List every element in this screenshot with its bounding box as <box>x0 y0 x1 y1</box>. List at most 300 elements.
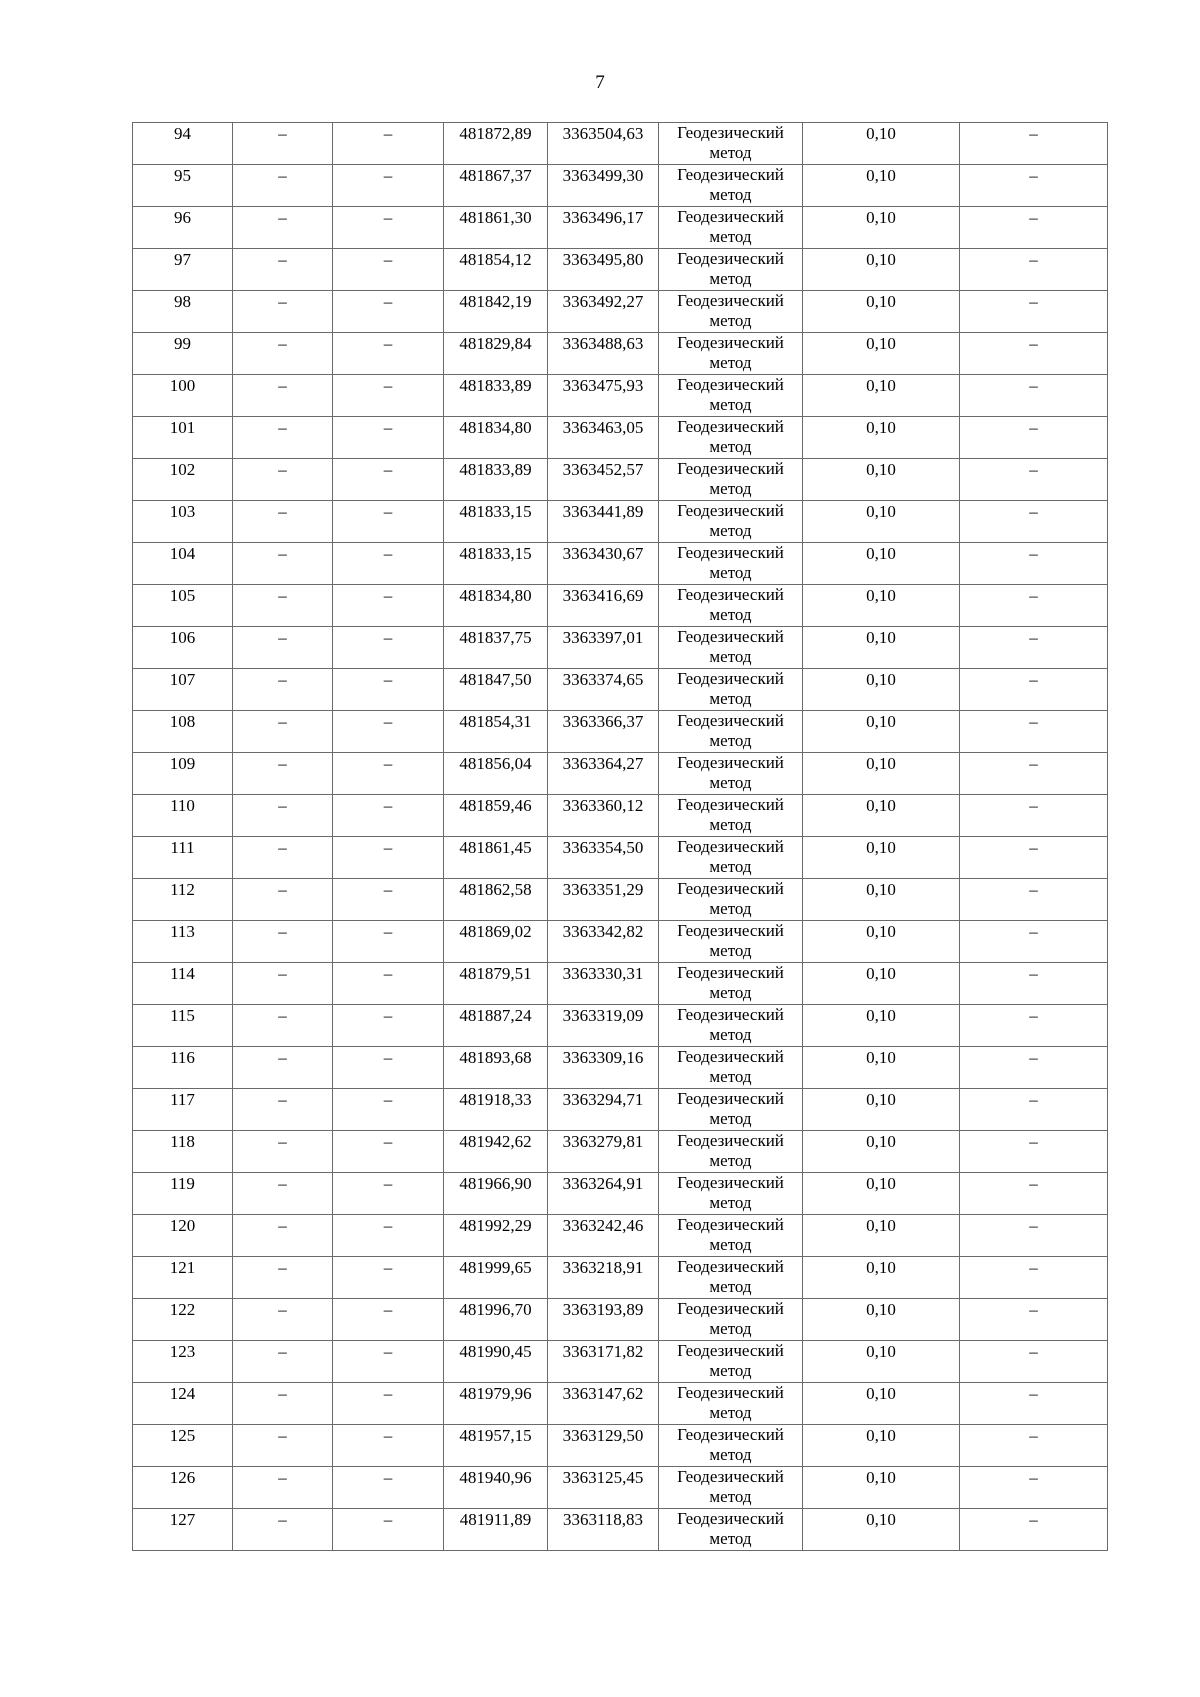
column-3-cell <box>333 1005 444 1047</box>
y-coordinate-text: 3363499,30 <box>562 166 644 185</box>
method-line-1: Геодезический <box>677 669 784 688</box>
accuracy-cell <box>803 669 960 711</box>
column-3-cell <box>333 795 444 837</box>
method-line-2: метод <box>709 1529 752 1548</box>
accuracy-text: 0,10 <box>866 1468 896 1487</box>
accuracy-cell <box>803 1173 960 1215</box>
column-2-cell <box>233 1341 333 1383</box>
point-number-text: 107 <box>169 670 196 689</box>
point-number-text: 124 <box>169 1384 196 1403</box>
table-row <box>133 291 1108 333</box>
x-coordinate-text: 481861,45 <box>459 838 532 857</box>
column-3-text: – <box>383 1510 393 1529</box>
accuracy-text: 0,10 <box>866 922 896 941</box>
method-line-2: метод <box>709 437 752 456</box>
point-number-text: 112 <box>170 880 195 899</box>
column-3-text: – <box>383 1426 393 1445</box>
column-3-cell <box>333 333 444 375</box>
y-coordinate-cell <box>548 375 659 417</box>
column-3-text: – <box>383 586 393 605</box>
method-line-2: метод <box>709 1487 752 1506</box>
table-row <box>133 249 1108 291</box>
point-number-text: 95 <box>174 166 191 185</box>
column-8-cell <box>960 585 1108 627</box>
column-3-cell <box>333 1383 444 1425</box>
table-row <box>133 1131 1108 1173</box>
table-row <box>133 375 1108 417</box>
column-8-text: – <box>1029 376 1038 395</box>
point-number-text: 123 <box>169 1342 196 1361</box>
method-line-1: Геодезический <box>677 1257 784 1276</box>
method-line-2: метод <box>709 983 752 1002</box>
column-2-cell <box>233 375 333 417</box>
column-8-cell <box>960 1341 1108 1383</box>
column-8-cell <box>960 1299 1108 1341</box>
method-cell <box>659 459 803 501</box>
column-2-cell <box>233 417 333 459</box>
y-coordinate-text: 3363364,27 <box>562 754 644 773</box>
method-cell <box>659 1467 803 1509</box>
column-8-cell <box>960 669 1108 711</box>
column-3-text: – <box>383 544 393 563</box>
column-8-cell <box>960 1383 1108 1425</box>
x-coordinate-text: 481872,89 <box>459 124 532 143</box>
column-2-cell <box>233 669 333 711</box>
y-coordinate-cell <box>548 837 659 879</box>
method-cell <box>659 1131 803 1173</box>
x-coordinate-text: 481829,84 <box>459 334 532 353</box>
column-2-cell <box>233 753 333 795</box>
column-8-cell <box>960 459 1108 501</box>
table-row <box>133 333 1108 375</box>
point-number-text: 100 <box>169 376 196 395</box>
column-3-cell <box>333 1509 444 1551</box>
column-2-text: – <box>278 838 287 857</box>
y-coordinate-text: 3363279,81 <box>562 1132 644 1151</box>
y-coordinate-cell <box>548 1173 659 1215</box>
accuracy-text: 0,10 <box>866 754 896 773</box>
coordinates-table-body <box>133 123 1108 1551</box>
method-line-2: метод <box>709 479 752 498</box>
column-3-cell <box>333 459 444 501</box>
column-8-text: – <box>1029 1300 1038 1319</box>
column-3-text: – <box>383 1090 393 1109</box>
table-row <box>133 1383 1108 1425</box>
accuracy-cell <box>803 375 960 417</box>
x-coordinate-cell <box>444 333 548 375</box>
method-line-1: Геодезический <box>677 417 784 436</box>
accuracy-text: 0,10 <box>866 1090 896 1109</box>
point-number-cell <box>133 1509 233 1551</box>
column-8-cell <box>960 333 1108 375</box>
table-row <box>133 1089 1108 1131</box>
column-2-cell <box>233 795 333 837</box>
method-line-2: метод <box>709 1445 752 1464</box>
y-coordinate-text: 3363147,62 <box>562 1384 644 1403</box>
y-coordinate-cell <box>548 963 659 1005</box>
method-cell <box>659 1215 803 1257</box>
x-coordinate-cell <box>444 1089 548 1131</box>
x-coordinate-text: 481847,50 <box>459 670 532 689</box>
y-coordinate-cell <box>548 1215 659 1257</box>
method-line-1: Геодезический <box>677 123 784 142</box>
accuracy-cell <box>803 1299 960 1341</box>
x-coordinate-text: 481887,24 <box>459 1006 532 1025</box>
page-number: 7 <box>595 72 605 93</box>
accuracy-cell <box>803 921 960 963</box>
method-line-1: Геодезический <box>677 543 784 562</box>
accuracy-cell <box>803 879 960 921</box>
y-coordinate-text: 3363351,29 <box>562 880 644 899</box>
column-2-cell <box>233 207 333 249</box>
table-row <box>133 1299 1108 1341</box>
method-line-2: метод <box>709 1025 752 1044</box>
table-row <box>133 795 1108 837</box>
column-2-cell <box>233 1005 333 1047</box>
point-number-text: 126 <box>169 1468 196 1487</box>
accuracy-cell <box>803 837 960 879</box>
column-8-cell <box>960 1173 1108 1215</box>
method-line-2: метод <box>709 185 752 204</box>
column-3-text: – <box>383 796 393 815</box>
method-cell <box>659 1299 803 1341</box>
accuracy-cell <box>803 123 960 165</box>
column-3-cell <box>333 375 444 417</box>
column-3-text: – <box>383 460 393 479</box>
method-cell <box>659 837 803 879</box>
x-coordinate-text: 481966,90 <box>459 1174 532 1193</box>
column-8-cell <box>960 543 1108 585</box>
method-line-1: Геодезический <box>677 1299 784 1318</box>
point-number-cell <box>133 459 233 501</box>
x-coordinate-cell <box>444 585 548 627</box>
method-line-2: метод <box>709 1319 752 1338</box>
y-coordinate-cell <box>548 585 659 627</box>
column-8-text: – <box>1029 1132 1038 1151</box>
column-3-text: – <box>383 1216 393 1235</box>
table-row <box>133 1341 1108 1383</box>
x-coordinate-cell <box>444 1383 548 1425</box>
accuracy-cell <box>803 1341 960 1383</box>
column-2-text: – <box>278 166 287 185</box>
method-cell <box>659 1509 803 1551</box>
method-line-2: метод <box>709 1235 752 1254</box>
method-line-2: метод <box>709 1403 752 1422</box>
y-coordinate-text: 3363475,93 <box>562 376 644 395</box>
accuracy-text: 0,10 <box>866 292 896 311</box>
accuracy-text: 0,10 <box>866 1006 896 1025</box>
column-3-text: – <box>383 1384 393 1403</box>
accuracy-text: 0,10 <box>866 880 896 899</box>
table-row <box>133 1425 1108 1467</box>
column-3-text: – <box>383 1048 393 1067</box>
column-2-cell <box>233 1215 333 1257</box>
y-coordinate-text: 3363496,17 <box>562 208 644 227</box>
accuracy-text: 0,10 <box>866 376 896 395</box>
column-8-text: – <box>1029 418 1038 437</box>
y-coordinate-text: 3363430,67 <box>562 544 644 563</box>
table-row <box>133 1467 1108 1509</box>
y-coordinate-text: 3363264,91 <box>562 1174 644 1193</box>
method-line-1: Геодезический <box>677 165 784 184</box>
column-8-cell <box>960 207 1108 249</box>
column-8-cell <box>960 711 1108 753</box>
accuracy-cell <box>803 585 960 627</box>
table-row <box>133 585 1108 627</box>
method-line-2: метод <box>709 647 752 666</box>
y-coordinate-cell <box>548 249 659 291</box>
accuracy-text: 0,10 <box>866 670 896 689</box>
table-row <box>133 921 1108 963</box>
y-coordinate-cell <box>548 879 659 921</box>
accuracy-text: 0,10 <box>866 796 896 815</box>
point-number-text: 114 <box>170 964 195 983</box>
x-coordinate-cell <box>444 921 548 963</box>
method-line-1: Геодезический <box>677 1131 784 1150</box>
accuracy-cell <box>803 963 960 1005</box>
column-3-cell <box>333 501 444 543</box>
table-row <box>133 669 1108 711</box>
method-line-2: метод <box>709 143 752 162</box>
column-2-text: – <box>278 1174 287 1193</box>
method-line-2: метод <box>709 857 752 876</box>
method-cell <box>659 753 803 795</box>
column-2-cell <box>233 963 333 1005</box>
method-line-2: метод <box>709 353 752 372</box>
point-number-cell <box>133 249 233 291</box>
method-line-1: Геодезический <box>677 1005 784 1024</box>
point-number-cell <box>133 375 233 417</box>
y-coordinate-cell <box>548 501 659 543</box>
method-cell <box>659 249 803 291</box>
method-line-1: Геодезический <box>677 753 784 772</box>
method-line-2: метод <box>709 731 752 750</box>
column-2-text: – <box>278 922 287 941</box>
y-coordinate-cell <box>548 165 659 207</box>
point-number-cell <box>133 669 233 711</box>
column-2-text: – <box>278 250 287 269</box>
point-number-cell <box>133 711 233 753</box>
column-8-cell <box>960 879 1108 921</box>
accuracy-text: 0,10 <box>866 628 896 647</box>
column-8-text: – <box>1029 586 1038 605</box>
accuracy-text: 0,10 <box>866 1426 896 1445</box>
column-2-cell <box>233 1467 333 1509</box>
accuracy-text: 0,10 <box>866 166 896 185</box>
accuracy-text: 0,10 <box>866 1510 896 1529</box>
y-coordinate-text: 3363125,45 <box>562 1468 644 1487</box>
column-8-text: – <box>1029 1258 1038 1277</box>
method-line-1: Геодезический <box>677 291 784 310</box>
point-number-cell <box>133 837 233 879</box>
y-coordinate-text: 3363354,50 <box>562 838 644 857</box>
x-coordinate-cell <box>444 543 548 585</box>
column-2-text: – <box>278 1384 287 1403</box>
x-coordinate-cell <box>444 627 548 669</box>
method-line-2: метод <box>709 521 752 540</box>
column-3-cell <box>333 123 444 165</box>
y-coordinate-cell <box>548 1131 659 1173</box>
x-coordinate-text: 481834,80 <box>459 586 532 605</box>
x-coordinate-text: 481979,96 <box>459 1384 532 1403</box>
point-number-text: 94 <box>174 124 191 143</box>
x-coordinate-text: 481859,46 <box>459 796 532 815</box>
column-2-cell <box>233 1299 333 1341</box>
method-line-1: Геодезический <box>677 585 784 604</box>
accuracy-text: 0,10 <box>866 1300 896 1319</box>
method-line-2: метод <box>709 773 752 792</box>
column-2-cell <box>233 459 333 501</box>
x-coordinate-cell <box>444 795 548 837</box>
column-8-cell <box>960 1047 1108 1089</box>
method-line-1: Геодезический <box>677 459 784 478</box>
method-cell <box>659 1047 803 1089</box>
y-coordinate-cell <box>548 1257 659 1299</box>
table-row <box>133 1257 1108 1299</box>
accuracy-cell <box>803 543 960 585</box>
accuracy-cell <box>803 1383 960 1425</box>
point-number-cell <box>133 417 233 459</box>
column-3-text: – <box>383 922 393 941</box>
column-8-text: – <box>1029 460 1038 479</box>
y-coordinate-cell <box>548 1383 659 1425</box>
point-number-cell <box>133 291 233 333</box>
accuracy-cell <box>803 1257 960 1299</box>
accuracy-cell <box>803 1215 960 1257</box>
x-coordinate-text: 481842,19 <box>459 292 532 311</box>
y-coordinate-cell <box>548 1299 659 1341</box>
accuracy-cell <box>803 627 960 669</box>
method-line-1: Геодезический <box>677 1509 784 1528</box>
point-number-text: 101 <box>169 418 196 437</box>
point-number-cell <box>133 123 233 165</box>
column-2-text: – <box>278 796 287 815</box>
method-line-2: метод <box>709 269 752 288</box>
point-number-text: 98 <box>174 292 191 311</box>
accuracy-text: 0,10 <box>866 838 896 857</box>
column-3-cell <box>333 711 444 753</box>
method-cell <box>659 627 803 669</box>
column-3-text: – <box>383 1006 393 1025</box>
method-line-1: Геодезический <box>677 1341 784 1360</box>
point-number-text: 115 <box>170 1006 195 1025</box>
column-2-text: – <box>278 964 287 983</box>
accuracy-cell <box>803 1131 960 1173</box>
column-3-text: – <box>383 124 393 143</box>
x-coordinate-cell <box>444 165 548 207</box>
table-row <box>133 207 1108 249</box>
point-number-cell <box>133 753 233 795</box>
column-8-cell <box>960 1005 1108 1047</box>
y-coordinate-text: 3363171,82 <box>562 1342 644 1361</box>
column-3-cell <box>333 1131 444 1173</box>
column-2-text: – <box>278 712 287 731</box>
method-line-2: метод <box>709 815 752 834</box>
column-8-text: – <box>1029 880 1038 899</box>
column-2-cell <box>233 333 333 375</box>
y-coordinate-cell <box>548 123 659 165</box>
table-row <box>133 879 1108 921</box>
column-2-text: – <box>278 1426 287 1445</box>
y-coordinate-cell <box>548 207 659 249</box>
y-coordinate-text: 3363495,80 <box>562 250 644 269</box>
table-row <box>133 1215 1108 1257</box>
y-coordinate-cell <box>548 921 659 963</box>
point-number-cell <box>133 207 233 249</box>
x-coordinate-text: 481867,37 <box>459 166 532 185</box>
method-cell <box>659 1425 803 1467</box>
point-number-cell <box>133 879 233 921</box>
x-coordinate-cell <box>444 1131 548 1173</box>
x-coordinate-cell <box>444 1425 548 1467</box>
x-coordinate-cell <box>444 375 548 417</box>
y-coordinate-text: 3363129,50 <box>562 1426 644 1445</box>
column-3-text: – <box>383 880 393 899</box>
method-cell <box>659 207 803 249</box>
column-2-cell <box>233 543 333 585</box>
y-coordinate-cell <box>548 1425 659 1467</box>
y-coordinate-cell <box>548 543 659 585</box>
point-number-text: 111 <box>170 838 195 857</box>
x-coordinate-cell <box>444 879 548 921</box>
accuracy-text: 0,10 <box>866 208 896 227</box>
method-line-1: Геодезический <box>677 627 784 646</box>
point-number-cell <box>133 165 233 207</box>
column-3-cell <box>333 417 444 459</box>
x-coordinate-text: 481911,89 <box>459 1510 532 1529</box>
y-coordinate-text: 3363374,65 <box>562 670 644 689</box>
column-2-text: – <box>278 292 287 311</box>
y-coordinate-cell <box>548 1341 659 1383</box>
method-cell <box>659 963 803 1005</box>
column-3-cell <box>333 207 444 249</box>
table-row <box>133 837 1108 879</box>
point-number-cell <box>133 1215 233 1257</box>
x-coordinate-text: 481837,75 <box>459 628 532 647</box>
method-line-1: Геодезический <box>677 1215 784 1234</box>
column-8-text: – <box>1029 544 1038 563</box>
method-line-1: Геодезический <box>677 333 784 352</box>
column-2-text: – <box>278 124 287 143</box>
point-number-cell <box>133 1257 233 1299</box>
accuracy-text: 0,10 <box>866 418 896 437</box>
table-row <box>133 165 1108 207</box>
column-8-cell <box>960 1509 1108 1551</box>
column-2-text: – <box>278 376 287 395</box>
accuracy-cell <box>803 249 960 291</box>
accuracy-cell <box>803 459 960 501</box>
y-coordinate-cell <box>548 711 659 753</box>
point-number-text: 105 <box>169 586 196 605</box>
method-line-1: Геодезический <box>677 963 784 982</box>
method-line-2: метод <box>709 563 752 582</box>
accuracy-text: 0,10 <box>866 1174 896 1193</box>
column-8-text: – <box>1029 1216 1038 1235</box>
point-number-cell <box>133 1467 233 1509</box>
column-3-cell <box>333 669 444 711</box>
column-2-cell <box>233 1089 333 1131</box>
point-number-text: 97 <box>174 250 191 269</box>
accuracy-text: 0,10 <box>866 124 896 143</box>
point-number-text: 110 <box>170 796 195 815</box>
point-number-cell <box>133 1299 233 1341</box>
accuracy-text: 0,10 <box>866 1384 896 1403</box>
method-cell <box>659 291 803 333</box>
method-line-2: метод <box>709 1277 752 1296</box>
x-coordinate-text: 481996,70 <box>459 1300 532 1319</box>
accuracy-cell <box>803 207 960 249</box>
column-2-text: – <box>278 1468 287 1487</box>
